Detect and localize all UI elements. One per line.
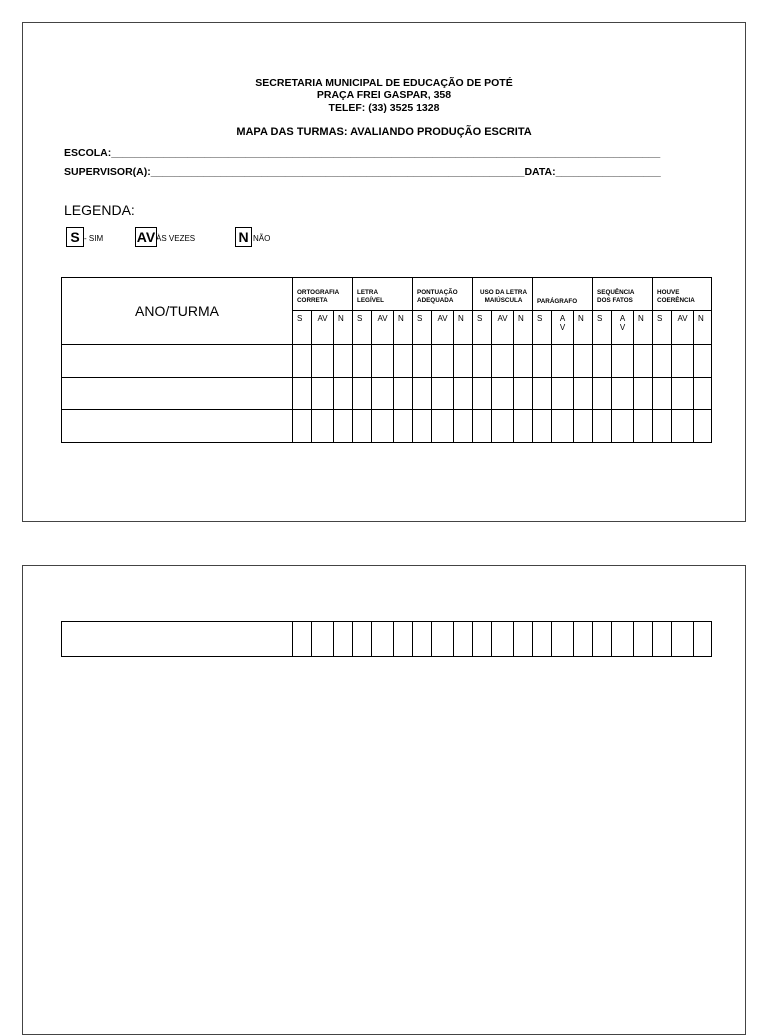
mark-cell[interactable] [574,622,593,657]
mark-cell[interactable] [432,410,454,443]
sub-s: S [293,311,312,345]
mark-cell[interactable] [492,345,514,378]
mark-cell[interactable] [473,410,492,443]
mark-cell[interactable] [552,410,574,443]
mark-cell[interactable] [372,345,394,378]
mark-cell[interactable] [454,378,473,410]
sub-av-v: V [619,323,626,332]
header-secretaria: SECRETARIA MUNICIPAL DE EDUCAÇÃO DE POTÉ [255,77,513,89]
mark-cell[interactable] [574,345,593,378]
sub-av-a: A [559,314,566,323]
header-phone: TELEF: (33) 3525 1328 [328,102,440,114]
mark-cell[interactable] [372,378,394,410]
table-row [62,622,712,657]
criterion-line1: LETRA [357,289,378,296]
criterion-line2: CORRETA [297,297,328,304]
sub-n: N [634,311,653,345]
mark-cell[interactable] [533,622,552,657]
criterion-line2: COERÊNCIA [657,297,695,304]
sub-av: AV [492,311,514,345]
mark-cell[interactable] [312,622,334,657]
mark-cell[interactable] [574,410,593,443]
mark-cell[interactable] [454,345,473,378]
mark-cell[interactable] [574,378,593,410]
mark-cell[interactable] [473,622,492,657]
escola-field[interactable]: ESCOLA:______________________________________________________________________________________________ [64,147,661,159]
table-row [62,378,712,410]
sub-n: N [394,311,413,345]
mark-cell[interactable] [353,622,372,657]
mark-cell[interactable] [394,378,413,410]
ano-turma-cell[interactable] [62,378,293,410]
mark-cell[interactable] [533,378,552,410]
table-header-row [62,278,712,311]
criterion-line1: SEQUÊNCIA [597,289,635,296]
mark-cell[interactable] [514,378,533,410]
mark-cell[interactable] [334,345,353,378]
mark-cell[interactable] [672,622,694,657]
mark-cell[interactable] [612,410,634,443]
mark-cell[interactable] [593,622,612,657]
criterion-pontuacao [413,278,473,311]
sub-n: N [334,311,353,345]
table-row [62,345,712,378]
criterion-paragrafo [533,278,593,311]
mark-cell[interactable] [612,345,634,378]
mark-cell[interactable] [653,345,672,378]
sub-av: AV [372,311,394,345]
legend-av-box: AV [136,229,156,245]
mark-cell[interactable] [653,378,672,410]
mark-cell[interactable] [432,378,454,410]
mark-cell[interactable] [672,410,694,443]
mark-cell[interactable] [634,622,653,657]
mark-cell[interactable] [593,410,612,443]
mark-cell[interactable] [653,410,672,443]
mark-cell[interactable] [492,410,514,443]
sub-s: S [653,311,672,345]
mark-cell[interactable] [394,622,413,657]
supervisor-date-field[interactable]: SUPERVISOR(A):________________________________________________________________DATA:__________________ [64,166,661,178]
table-row [62,410,712,443]
ano-turma-cell[interactable] [62,345,293,378]
mark-cell[interactable] [694,378,712,410]
sub-n: N [574,311,593,345]
mark-cell[interactable] [514,622,533,657]
mark-cell[interactable] [694,410,712,443]
criterion-ortografia [293,278,353,311]
document-page-1 [22,22,746,522]
mark-cell[interactable] [514,345,533,378]
document-page-2 [22,565,746,1035]
mark-cell[interactable] [372,622,394,657]
mark-cell[interactable] [394,410,413,443]
sub-av: AV [672,311,694,345]
mark-cell[interactable] [353,410,372,443]
mark-cell[interactable] [293,622,312,657]
criterion-line2: ADEQUADA [417,297,454,304]
mark-cell[interactable] [492,378,514,410]
mark-cell[interactable] [334,378,353,410]
sub-av-v: V [559,323,566,332]
mark-cell[interactable] [593,378,612,410]
mark-cell[interactable] [672,345,694,378]
mark-cell[interactable] [334,622,353,657]
sub-av-a: A [619,314,626,323]
mark-cell[interactable] [413,345,432,378]
mark-cell[interactable] [413,622,432,657]
mark-cell[interactable] [672,378,694,410]
sub-av: AV [312,311,334,345]
sub-s: S [593,311,612,345]
criterion-line2: DOS FATOS [597,297,633,304]
mark-cell[interactable] [293,410,312,443]
mark-cell[interactable] [514,410,533,443]
mark-cell[interactable] [634,345,653,378]
mark-cell[interactable] [312,345,334,378]
criterion-sequencia [593,278,653,311]
sub-n: N [694,311,712,345]
mark-cell[interactable] [634,378,653,410]
ano-turma-header: ANO/TURMA [62,278,293,345]
mark-cell[interactable] [634,410,653,443]
legend-title: LEGENDA: [64,202,135,218]
legend-n-label: NÃO [253,234,271,243]
criterion-maiuscula [473,278,533,311]
mark-cell[interactable] [293,378,312,410]
mark-cell[interactable] [473,378,492,410]
sub-s: S [533,311,552,345]
sub-av: AV [432,311,454,345]
header-address: PRAÇA FREI GASPAR, 358 [316,89,452,101]
ano-turma-cell[interactable] [62,410,293,443]
criterion-coerencia [653,278,712,311]
mark-cell[interactable] [593,345,612,378]
mark-cell[interactable] [334,410,353,443]
mark-cell[interactable] [413,378,432,410]
sub-n: N [454,311,473,345]
legend-s-label: - SIM [84,234,104,243]
sub-n: N [514,311,533,345]
mark-cell[interactable] [293,345,312,378]
sub-av-split [552,311,574,345]
mark-cell[interactable] [694,622,712,657]
mark-cell[interactable] [612,378,634,410]
mark-cell[interactable] [533,410,552,443]
legend-s-box: S [66,227,84,247]
sub-s: S [473,311,492,345]
mark-cell[interactable] [413,410,432,443]
criterion-line1: PONTUAÇÃO [417,289,458,296]
continuation-table [61,621,712,657]
ano-turma-cell[interactable] [62,622,293,657]
mark-cell[interactable] [394,345,413,378]
mark-cell[interactable] [492,622,514,657]
mark-cell[interactable] [473,345,492,378]
mark-cell[interactable] [533,345,552,378]
sub-s: S [413,311,432,345]
criterion-line1: ORTOGRAFIA [297,289,340,296]
criterion-line1: USO DA LETRA [480,289,528,296]
evaluation-table [61,277,712,443]
mark-cell[interactable] [372,410,394,443]
sub-s: S [353,311,372,345]
legend-n-box: N [235,227,252,247]
criterion-line2: MAIÚSCULA [484,297,523,304]
mark-cell[interactable] [353,345,372,378]
document-title: MAPA DAS TURMAS: AVALIANDO PRODUÇÃO ESCRITA [236,126,532,138]
mark-cell[interactable] [552,622,574,657]
mark-cell[interactable] [432,345,454,378]
criterion-line1: HOUVE [657,289,680,296]
criterion-letra [353,278,413,311]
criterion-line1: PARÁGRAFO [537,298,578,305]
mark-cell[interactable] [552,345,574,378]
mark-cell[interactable] [612,622,634,657]
criterion-line2: LEGÍVEL [357,297,384,304]
sub-av-split [612,311,634,345]
mark-cell[interactable] [353,378,372,410]
mark-cell[interactable] [432,622,454,657]
mark-cell[interactable] [552,378,574,410]
legend-av-label: ÀS VEZES [156,234,196,243]
mark-cell[interactable] [312,378,334,410]
mark-cell[interactable] [454,410,473,443]
mark-cell[interactable] [653,622,672,657]
mark-cell[interactable] [312,410,334,443]
mark-cell[interactable] [694,345,712,378]
mark-cell[interactable] [454,622,473,657]
